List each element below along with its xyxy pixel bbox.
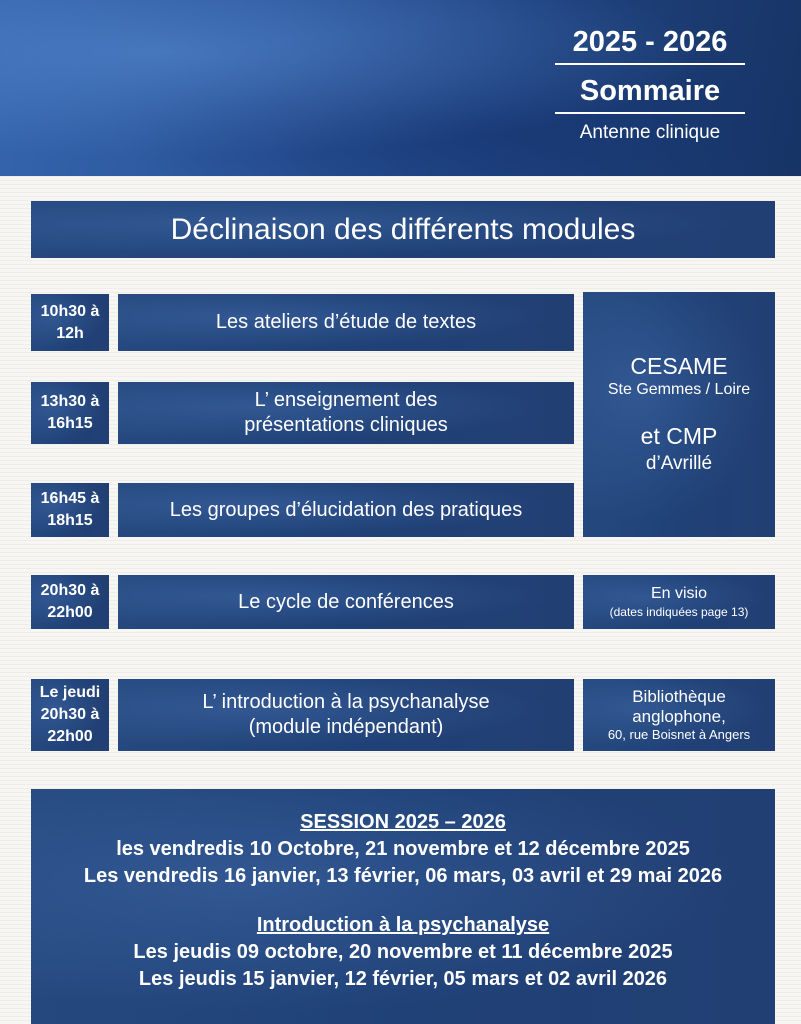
time-slot-4 bbox=[31, 575, 109, 629]
antenne-subtitle: Antenne clinique bbox=[579, 122, 721, 143]
module-groupes bbox=[118, 483, 574, 537]
module-label: Les ateliers d’étude de textes bbox=[215, 311, 477, 333]
session-line: les vendredis 10 Octobre, 21 novembre et 12 décembre 2025 bbox=[116, 838, 690, 860]
session-heading: SESSION 2025 – 2026 bbox=[300, 811, 506, 833]
section-title-text: Déclinaison des différents modules bbox=[170, 212, 636, 246]
time-line: 10h30 à bbox=[40, 302, 100, 320]
session-box bbox=[31, 789, 775, 1024]
session-line: Les jeudis 15 janvier, 12 février, 05 mars et 02 avril 2026 bbox=[138, 968, 668, 990]
location-biblio-l1: Bibliothèque bbox=[632, 687, 726, 706]
location-biblio-l3: 60, rue Boisnet à Angers bbox=[607, 727, 751, 742]
time-line: 12h bbox=[56, 324, 84, 342]
time-line: 20h30 à bbox=[40, 706, 100, 723]
time-line: 18h15 bbox=[47, 512, 93, 529]
location-biblio-l2: anglophone, bbox=[632, 707, 726, 726]
location-cmp-sub: d’Avrillé bbox=[645, 452, 713, 474]
time-line: 16h15 bbox=[47, 415, 93, 432]
time-slot-5 bbox=[31, 679, 109, 751]
time-line: 22h00 bbox=[47, 604, 93, 621]
time-line: 20h30 à bbox=[40, 582, 100, 599]
year-title: 2025 - 2026 bbox=[555, 26, 745, 65]
module-ateliers bbox=[118, 294, 574, 351]
module-label: présentations cliniques bbox=[244, 414, 448, 436]
location-visio bbox=[583, 575, 775, 629]
time-line: 22h00 bbox=[47, 728, 93, 745]
module-presentations bbox=[118, 382, 574, 444]
module-conferences bbox=[118, 575, 574, 629]
header-text bbox=[555, 26, 745, 144]
module-label: L’ enseignement des bbox=[254, 389, 438, 411]
location-cesame-name: CESAME bbox=[630, 352, 728, 379]
module-label: (module indépendant) bbox=[248, 716, 444, 738]
location-bibliotheque bbox=[583, 679, 775, 751]
module-label: Le cycle de conférences bbox=[238, 590, 454, 613]
time-slot-3 bbox=[31, 483, 109, 537]
section-title bbox=[31, 201, 775, 258]
module-introduction bbox=[118, 679, 574, 751]
module-label: Les groupes d’élucidation des pratiques bbox=[169, 498, 523, 521]
location-visio-sub: (dates indiquées page 13) bbox=[609, 605, 749, 619]
session-line: Les jeudis 09 octobre, 20 novembre et 11 décembre 2025 bbox=[133, 941, 673, 963]
location-cmp-name: et CMP bbox=[640, 422, 718, 449]
time-line: 16h45 à bbox=[40, 490, 100, 507]
time-slot-2 bbox=[31, 382, 109, 444]
time-line: 13h30 à bbox=[40, 393, 100, 410]
time-line: Le jeudi bbox=[39, 684, 101, 701]
sommaire-title: Sommaire bbox=[555, 65, 745, 114]
location-visio-name: En visio bbox=[650, 585, 708, 602]
module-label: L’ introduction à la psychanalyse bbox=[202, 691, 490, 713]
time-slot-1 bbox=[31, 294, 109, 351]
intro-heading: Introduction à la psychanalyse bbox=[256, 914, 550, 936]
location-cesame bbox=[583, 292, 775, 537]
session-line: Les vendredis 16 janvier, 13 février, 06 mars, 03 avril et 29 mai 2026 bbox=[83, 865, 723, 887]
header-banner bbox=[0, 0, 801, 176]
location-cesame-sub: Ste Gemmes / Loire bbox=[607, 380, 751, 398]
